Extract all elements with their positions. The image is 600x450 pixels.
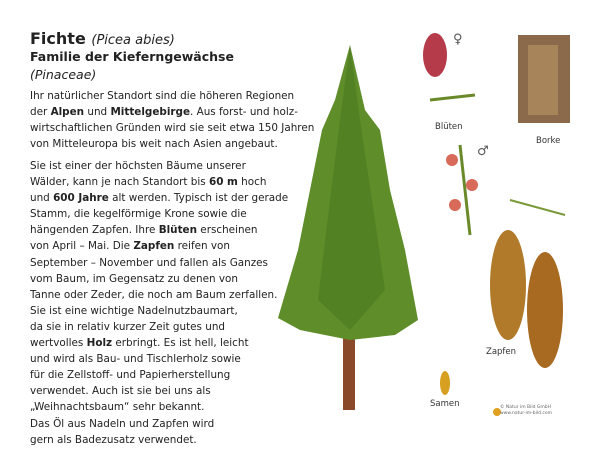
bold-term: Zapfen xyxy=(133,240,175,253)
text-segment: und xyxy=(84,106,111,119)
bold-term: 60 m xyxy=(208,176,238,189)
text-segment: Ihr natürlicher Standort sind die höheren Regionen xyxy=(30,90,295,102)
text-segment: Sie ist einer der höchsten Bäume unserer xyxy=(30,160,246,172)
text-segment: „Weihnachtsbaum“ sehr bekannt. xyxy=(30,401,205,414)
female-symbol: ♀ xyxy=(453,32,463,47)
label-flowers: Blüten xyxy=(435,122,463,132)
text-segment: wertvolles xyxy=(30,337,87,350)
text-segment: Tanne oder Zeder, die noch am Baum zerfallen. xyxy=(30,288,278,301)
family-latin: (Pinaceae) xyxy=(30,67,97,82)
label-cones: Zapfen xyxy=(486,347,517,357)
text-segment: und wird als Bau- und Tischlerholz sowie xyxy=(30,353,241,366)
copyright-line2: www.natur-im-bild.com xyxy=(500,411,552,416)
text-segment: reifen von xyxy=(174,240,230,253)
text-segment: da sie in relativ kurzer Zeit gutes und xyxy=(30,320,226,333)
copyright xyxy=(500,405,552,417)
female-flower-illustration xyxy=(423,33,475,100)
copyright-line1: © Natur im Bild GmbH xyxy=(500,405,552,410)
text-segment: hoch xyxy=(237,176,267,189)
text-segment: erbringt. Es ist hell, leicht xyxy=(112,337,249,350)
text-segment: verwendet. Auch ist sie bei uns als xyxy=(30,385,211,398)
label-seeds: Samen xyxy=(430,399,460,409)
text-segment: Sie ist eine wichtige Nadelnutzbaumart, xyxy=(30,304,238,317)
text-segment: erscheinen xyxy=(197,224,258,237)
text-segment: vom Baum, im Gegensatz zu denen von xyxy=(30,272,238,285)
text-segment: Stamm, die kegelförmige Krone sowie die xyxy=(30,208,247,221)
spruce-tree-illustration xyxy=(278,45,418,410)
bold-term: Blüten xyxy=(158,224,197,237)
text-segment: hängenden Zapfen. Ihre xyxy=(30,224,159,237)
cones-illustration xyxy=(490,200,565,368)
text-segment: . Aus forst- und holz- xyxy=(190,106,298,119)
title-latin: (Picea abies) xyxy=(91,33,175,48)
bold-term: Holz xyxy=(86,337,113,350)
text-segment: Das Öl aus Nadeln und Zapfen wird xyxy=(30,417,215,430)
text-segment: von April – Mai. Die xyxy=(30,240,134,253)
text-segment: Wälder, kann je nach Standort bis xyxy=(30,176,209,189)
text-segment: der xyxy=(30,106,51,119)
label-bark: Borke xyxy=(536,136,561,146)
bark-illustration xyxy=(518,35,570,123)
bold-term: Mittelgebirge xyxy=(110,106,190,119)
family-name: Familie der Kieferngewächse xyxy=(30,49,234,64)
male-flower-illustration xyxy=(446,145,478,235)
text-segment: September – November und fallen als Ganzes xyxy=(30,256,268,269)
text-segment: für die Zellstoff- und Papierherstellung xyxy=(30,369,231,382)
male-symbol: ♂ xyxy=(477,144,489,159)
text-segment: alt werden. Typisch ist der gerade xyxy=(108,192,289,205)
text-segment: und xyxy=(30,192,54,205)
title-name: Fichte xyxy=(30,29,86,48)
seed-illustration xyxy=(440,371,450,395)
text-segment: wirtschaftlichen Gründen wird sie seit etwa 150 Jahren xyxy=(30,122,315,135)
bold-term: Alpen xyxy=(50,106,85,119)
text-segment: gern als Badezusatz verwendet. xyxy=(30,433,197,446)
bold-term: 600 Jahre xyxy=(53,192,109,205)
text-segment: von Mitteleuropa bis weit nach Asien angebaut. xyxy=(30,138,278,151)
